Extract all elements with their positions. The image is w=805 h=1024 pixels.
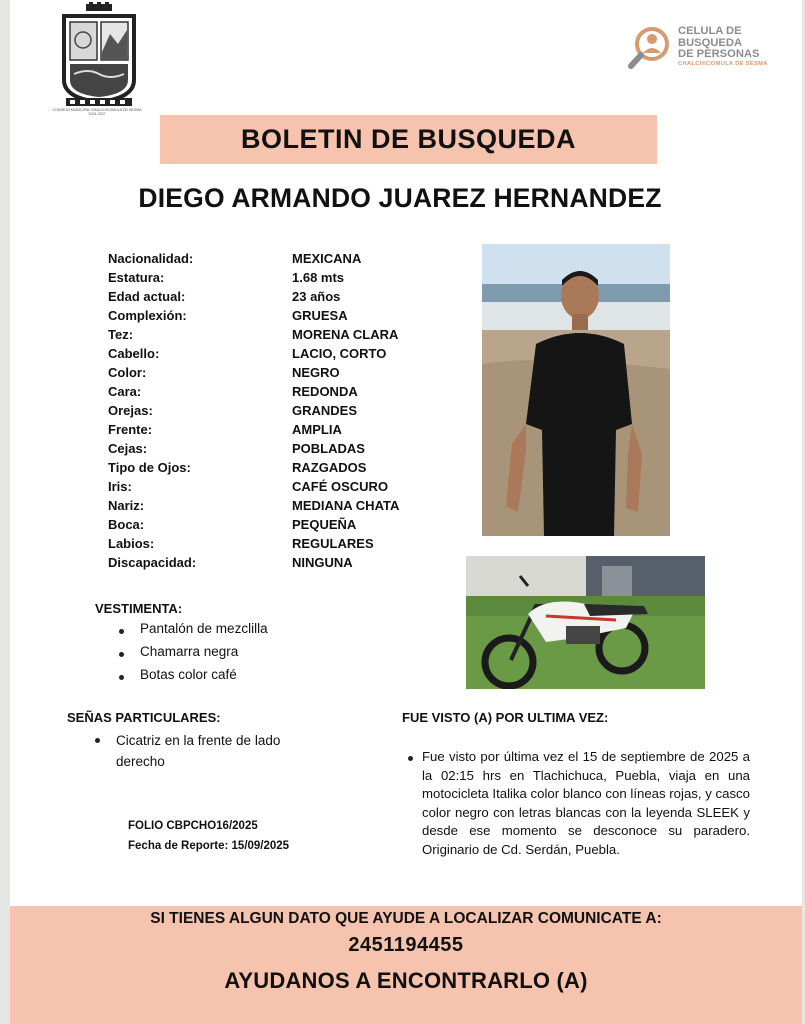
attr-row bbox=[108, 479, 468, 498]
list-item: Pantalón de mezclilla bbox=[110, 621, 268, 644]
marks-heading: SEÑAS PARTICULARES: bbox=[67, 710, 221, 725]
footer-help-text: AYUDANOS A ENCONTRARLO (A) bbox=[224, 968, 588, 993]
magnifier-person-icon bbox=[628, 24, 674, 70]
attr-value: POBLADAS bbox=[292, 441, 365, 456]
attr-row bbox=[108, 346, 468, 365]
attr-row bbox=[108, 422, 468, 441]
attr-row bbox=[108, 498, 468, 517]
logo-line-1: CELULA DE bbox=[678, 25, 742, 37]
search-cell-logo bbox=[628, 22, 788, 74]
attr-label: Iris: bbox=[108, 479, 132, 494]
folio-block bbox=[128, 816, 289, 856]
attr-label: Edad actual: bbox=[108, 289, 186, 304]
clothing-heading: VESTIMENTA: bbox=[95, 601, 183, 616]
marks-list bbox=[86, 730, 280, 772]
report-date: Fecha de Reporte: 15/09/2025 bbox=[128, 840, 290, 852]
attr-row bbox=[108, 384, 468, 403]
attr-label: Boca: bbox=[108, 517, 145, 532]
bullet-dot bbox=[95, 738, 100, 743]
attr-value: NINGUNA bbox=[292, 555, 353, 570]
attr-value: RAZGADOS bbox=[292, 460, 367, 475]
attr-value: CAFÉ OSCURO bbox=[292, 479, 389, 494]
attr-row bbox=[108, 270, 468, 289]
attr-label: Cara: bbox=[108, 384, 142, 399]
clothing-list bbox=[110, 621, 268, 690]
person-photo bbox=[482, 244, 670, 536]
logo-line-3: DE PERSONAS bbox=[678, 48, 760, 60]
attr-row bbox=[108, 555, 468, 574]
attr-value: MORENA CLARA bbox=[292, 327, 399, 342]
list-item bbox=[86, 730, 280, 772]
attr-label: Complexión: bbox=[108, 308, 187, 323]
list-item: Botas color café bbox=[110, 667, 268, 690]
last-seen-text: Fue visto por última vez el 15 de septiembre de 2025 a la 02:15 hrs en Tlachichuca, Puebla, viaja en una motocicleta Italika color blanco con líneas rojas, y casco color negro con letras blancas con la leyenda SLEEK y desde ese momento se desconoce su paradero. Originario de Cd. Serdán, Puebla. bbox=[422, 748, 750, 859]
marks-line-1: Cicatriz en la frente de lado bbox=[116, 733, 281, 748]
attr-row bbox=[108, 251, 468, 270]
attr-label: Discapacidad: bbox=[108, 555, 197, 570]
attr-value: GRUESA bbox=[292, 308, 348, 323]
attr-value: MEXICANA bbox=[292, 251, 362, 266]
logo-line-2: BUSQUEDA bbox=[678, 36, 743, 49]
bulletin-sheet bbox=[10, 0, 802, 1024]
attr-label: Tez: bbox=[108, 327, 134, 342]
attr-row bbox=[108, 365, 468, 384]
attr-row bbox=[108, 308, 468, 327]
attr-value: AMPLIA bbox=[292, 422, 342, 437]
attr-row bbox=[108, 536, 468, 555]
attr-label: Frente: bbox=[108, 422, 153, 437]
attr-label: Orejas: bbox=[108, 403, 153, 418]
description-table bbox=[108, 251, 468, 574]
attr-row bbox=[108, 289, 468, 308]
folio-number: FOLIO CBPCHO16/2025 bbox=[128, 820, 258, 832]
attr-value: 23 años bbox=[292, 289, 341, 304]
attr-label: Cabello: bbox=[108, 346, 160, 361]
list-item: Chamarra negra bbox=[110, 644, 268, 667]
attr-value: REDONDA bbox=[292, 384, 358, 399]
attr-label: Cejas: bbox=[108, 441, 148, 456]
footer-call-to-action: SI TIENES ALGUN DATO QUE AYUDE A LOCALIZAR COMUNICATE A: bbox=[150, 910, 662, 927]
missing-person-name: DIEGO ARMANDO JUAREZ HERNANDEZ bbox=[138, 183, 662, 213]
attr-value: LACIO, CORTO bbox=[292, 346, 387, 361]
attr-value: NEGRO bbox=[292, 365, 340, 380]
marks-line-2: derecho bbox=[116, 754, 165, 769]
attr-value: PEQUEÑA bbox=[292, 517, 357, 532]
last-seen-heading: FUE VISTO (A) POR ULTIMA VEZ: bbox=[402, 710, 609, 725]
attr-label: Color: bbox=[108, 365, 147, 380]
attr-label: Nariz: bbox=[108, 498, 145, 513]
attr-label: Tipo de Ojos: bbox=[108, 460, 191, 475]
attr-label: Nacionalidad: bbox=[108, 251, 194, 266]
attr-value: MEDIANA CHATA bbox=[292, 498, 400, 513]
attr-row bbox=[108, 441, 468, 460]
attr-label: Estatura: bbox=[108, 270, 165, 285]
footer-phone: 2451194455 bbox=[348, 934, 464, 956]
crest-caption: CONSEJO MUNICIPAL CHALCHICOMULA DE SESMA 2024-2027 bbox=[52, 108, 142, 117]
attr-row bbox=[108, 403, 468, 422]
bulletin-title: BOLETIN DE BUSQUEDA bbox=[160, 115, 657, 164]
contact-footer bbox=[10, 906, 802, 1024]
municipal-crest-icon bbox=[52, 2, 146, 152]
attr-value: REGULARES bbox=[292, 536, 374, 551]
attr-value: GRANDES bbox=[292, 403, 358, 418]
attr-row bbox=[108, 517, 468, 536]
attr-value: 1.68 mts bbox=[292, 270, 345, 285]
attr-label: Labios: bbox=[108, 536, 155, 551]
attr-row bbox=[108, 460, 468, 479]
attr-row bbox=[108, 327, 468, 346]
logo-line-4: CHALCHICOMULA DE SESMA bbox=[678, 60, 768, 67]
motorcycle-photo bbox=[466, 556, 705, 689]
